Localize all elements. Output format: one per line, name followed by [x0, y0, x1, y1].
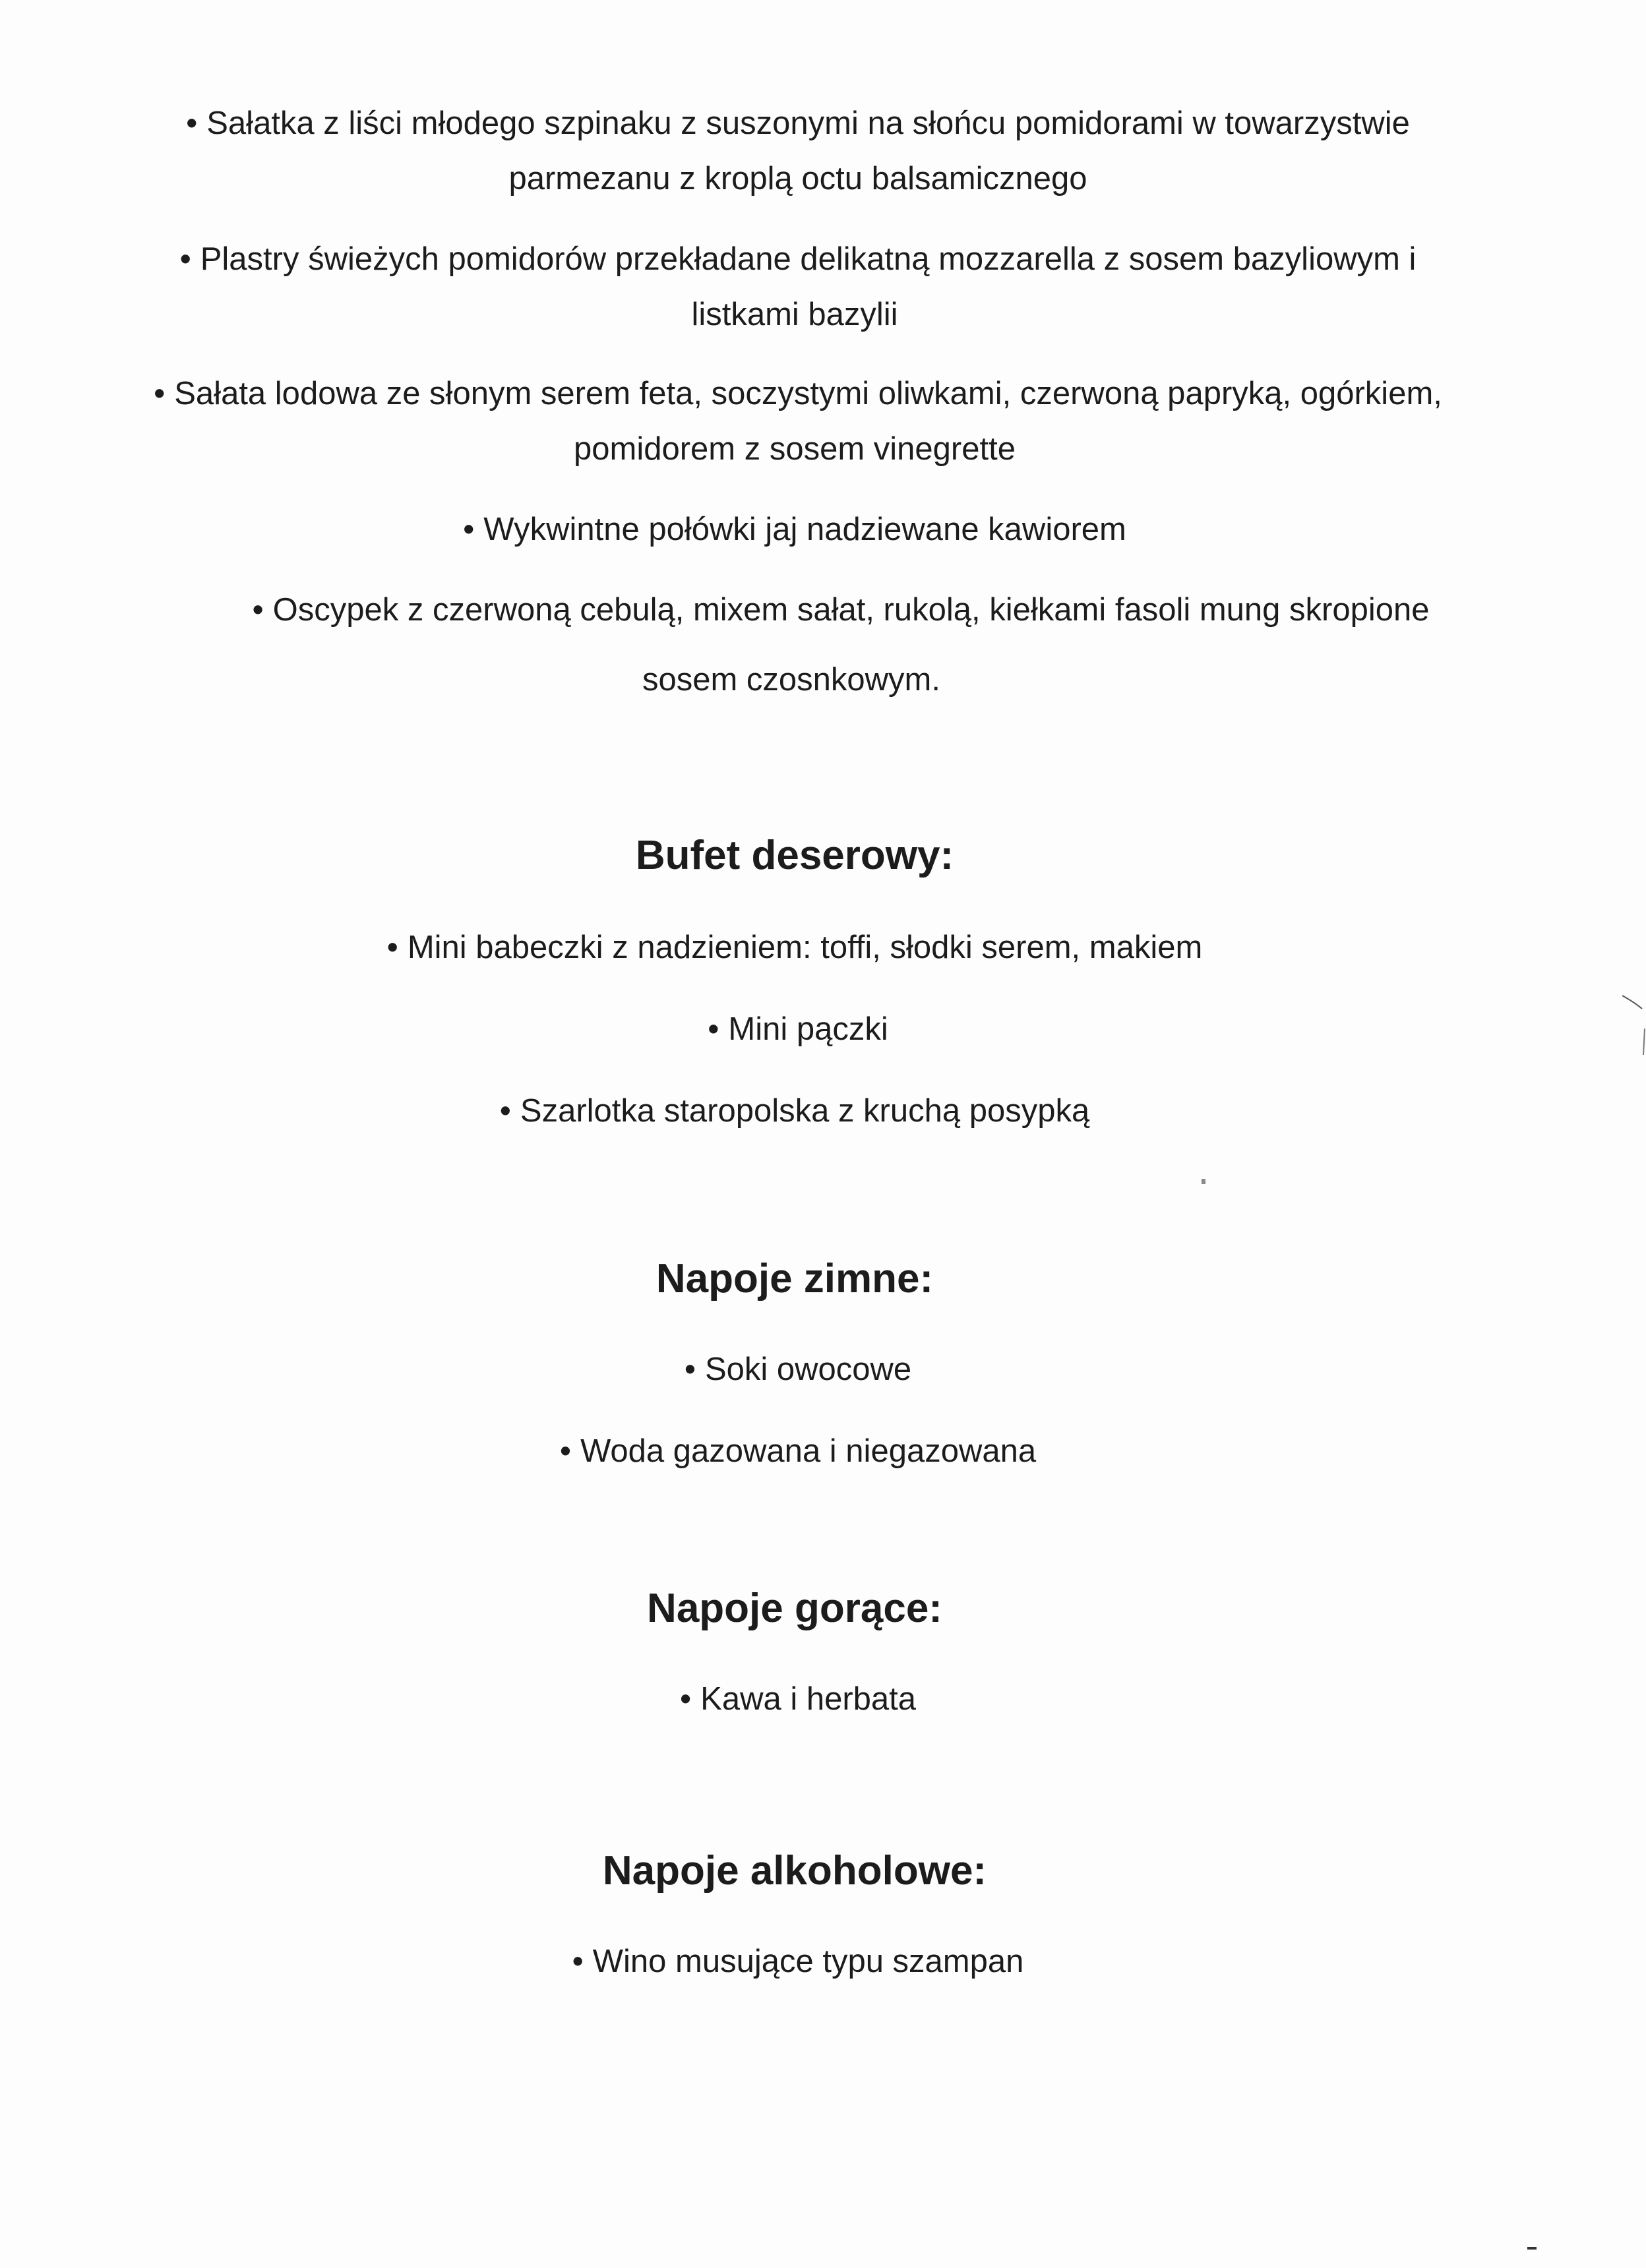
list-item — [0, 583, 1646, 637]
list-item-text: Mini babeczki z nadzieniem: toffi, słodki serem, makiem — [407, 930, 1203, 965]
section-heading-cold-drinks: Napoje zimne: — [655, 1256, 934, 1301]
section-heading-alcohol: Napoje alkoholowe: — [602, 1848, 987, 1894]
bullet: • — [559, 1433, 572, 1469]
list-item — [0, 1002, 1596, 1056]
list-item — [0, 1934, 1596, 1988]
list-item — [0, 920, 1589, 974]
list-item-text: parmezanu z kroplą octu balsamicznego — [508, 161, 1087, 196]
list-item — [0, 232, 1596, 286]
bullet: • — [572, 1944, 584, 1979]
list-item-text: Sałatka z liści młodego szpinaku z suszonymi na słońcu pomidorami w towarzystwie — [206, 105, 1410, 141]
bullet: • — [186, 105, 198, 141]
section-heading-dessert: Bufet deserowy: — [635, 833, 954, 878]
bullet: • — [684, 1352, 696, 1387]
list-item-text: Sałata lodowa ze słonym serem feta, soczystymi oliwkami, czerwoną papryką, ogórkiem, — [174, 376, 1442, 411]
bullet: • — [154, 376, 166, 411]
list-item — [0, 1342, 1596, 1396]
list-item-text: Wino musujące typu szampan — [592, 1944, 1024, 1979]
scan-speck — [1527, 2247, 1537, 2250]
bullet: • — [463, 512, 475, 547]
list-item-text: listkami bazylii — [691, 297, 898, 332]
list-item-text: Oscypek z czerwoną cebulą, mixem sałat, rukolą, kiełkami fasoli mung skropione — [272, 592, 1430, 628]
bullet: • — [179, 241, 191, 277]
list-item-text: Kawa i herbata — [700, 1681, 917, 1717]
bullet: • — [679, 1681, 692, 1717]
list-item-continuation — [0, 653, 1583, 707]
list-item-continuation — [0, 287, 1589, 342]
list-item — [0, 367, 1596, 421]
list-item-text: Plastry świeżych pomidorów przekładane delikatną mozzarella z sosem bazyliowym i — [200, 241, 1417, 277]
list-item — [0, 1424, 1596, 1478]
list-item-text: sosem czosnkowym. — [642, 662, 940, 698]
list-item-text: Soki owocowe — [704, 1352, 912, 1387]
bullet: • — [499, 1093, 511, 1129]
list-item-continuation — [0, 422, 1589, 476]
list-item-continuation — [0, 152, 1596, 206]
bullet: • — [252, 592, 264, 628]
list-item — [0, 1672, 1596, 1726]
list-item — [0, 502, 1589, 556]
section-heading-hot-drinks: Napoje gorące: — [647, 1586, 942, 1631]
bullet: • — [386, 930, 398, 965]
scan-edge-mark — [1622, 976, 1646, 1055]
scan-speck — [1202, 1179, 1205, 1184]
list-item-text: Woda gazowana i niegazowana — [580, 1433, 1037, 1469]
list-item-text: Wykwintne połówki jaj nadziewane kawiorem — [483, 512, 1126, 547]
list-item-text: Szarlotka staropolska z kruchą posypką — [520, 1093, 1090, 1129]
list-item — [0, 1084, 1589, 1138]
list-item — [0, 96, 1596, 150]
list-item-text: pomidorem z sosem vinegrette — [574, 431, 1016, 467]
list-item-text: Mini pączki — [728, 1011, 888, 1047]
bullet: • — [708, 1011, 719, 1047]
